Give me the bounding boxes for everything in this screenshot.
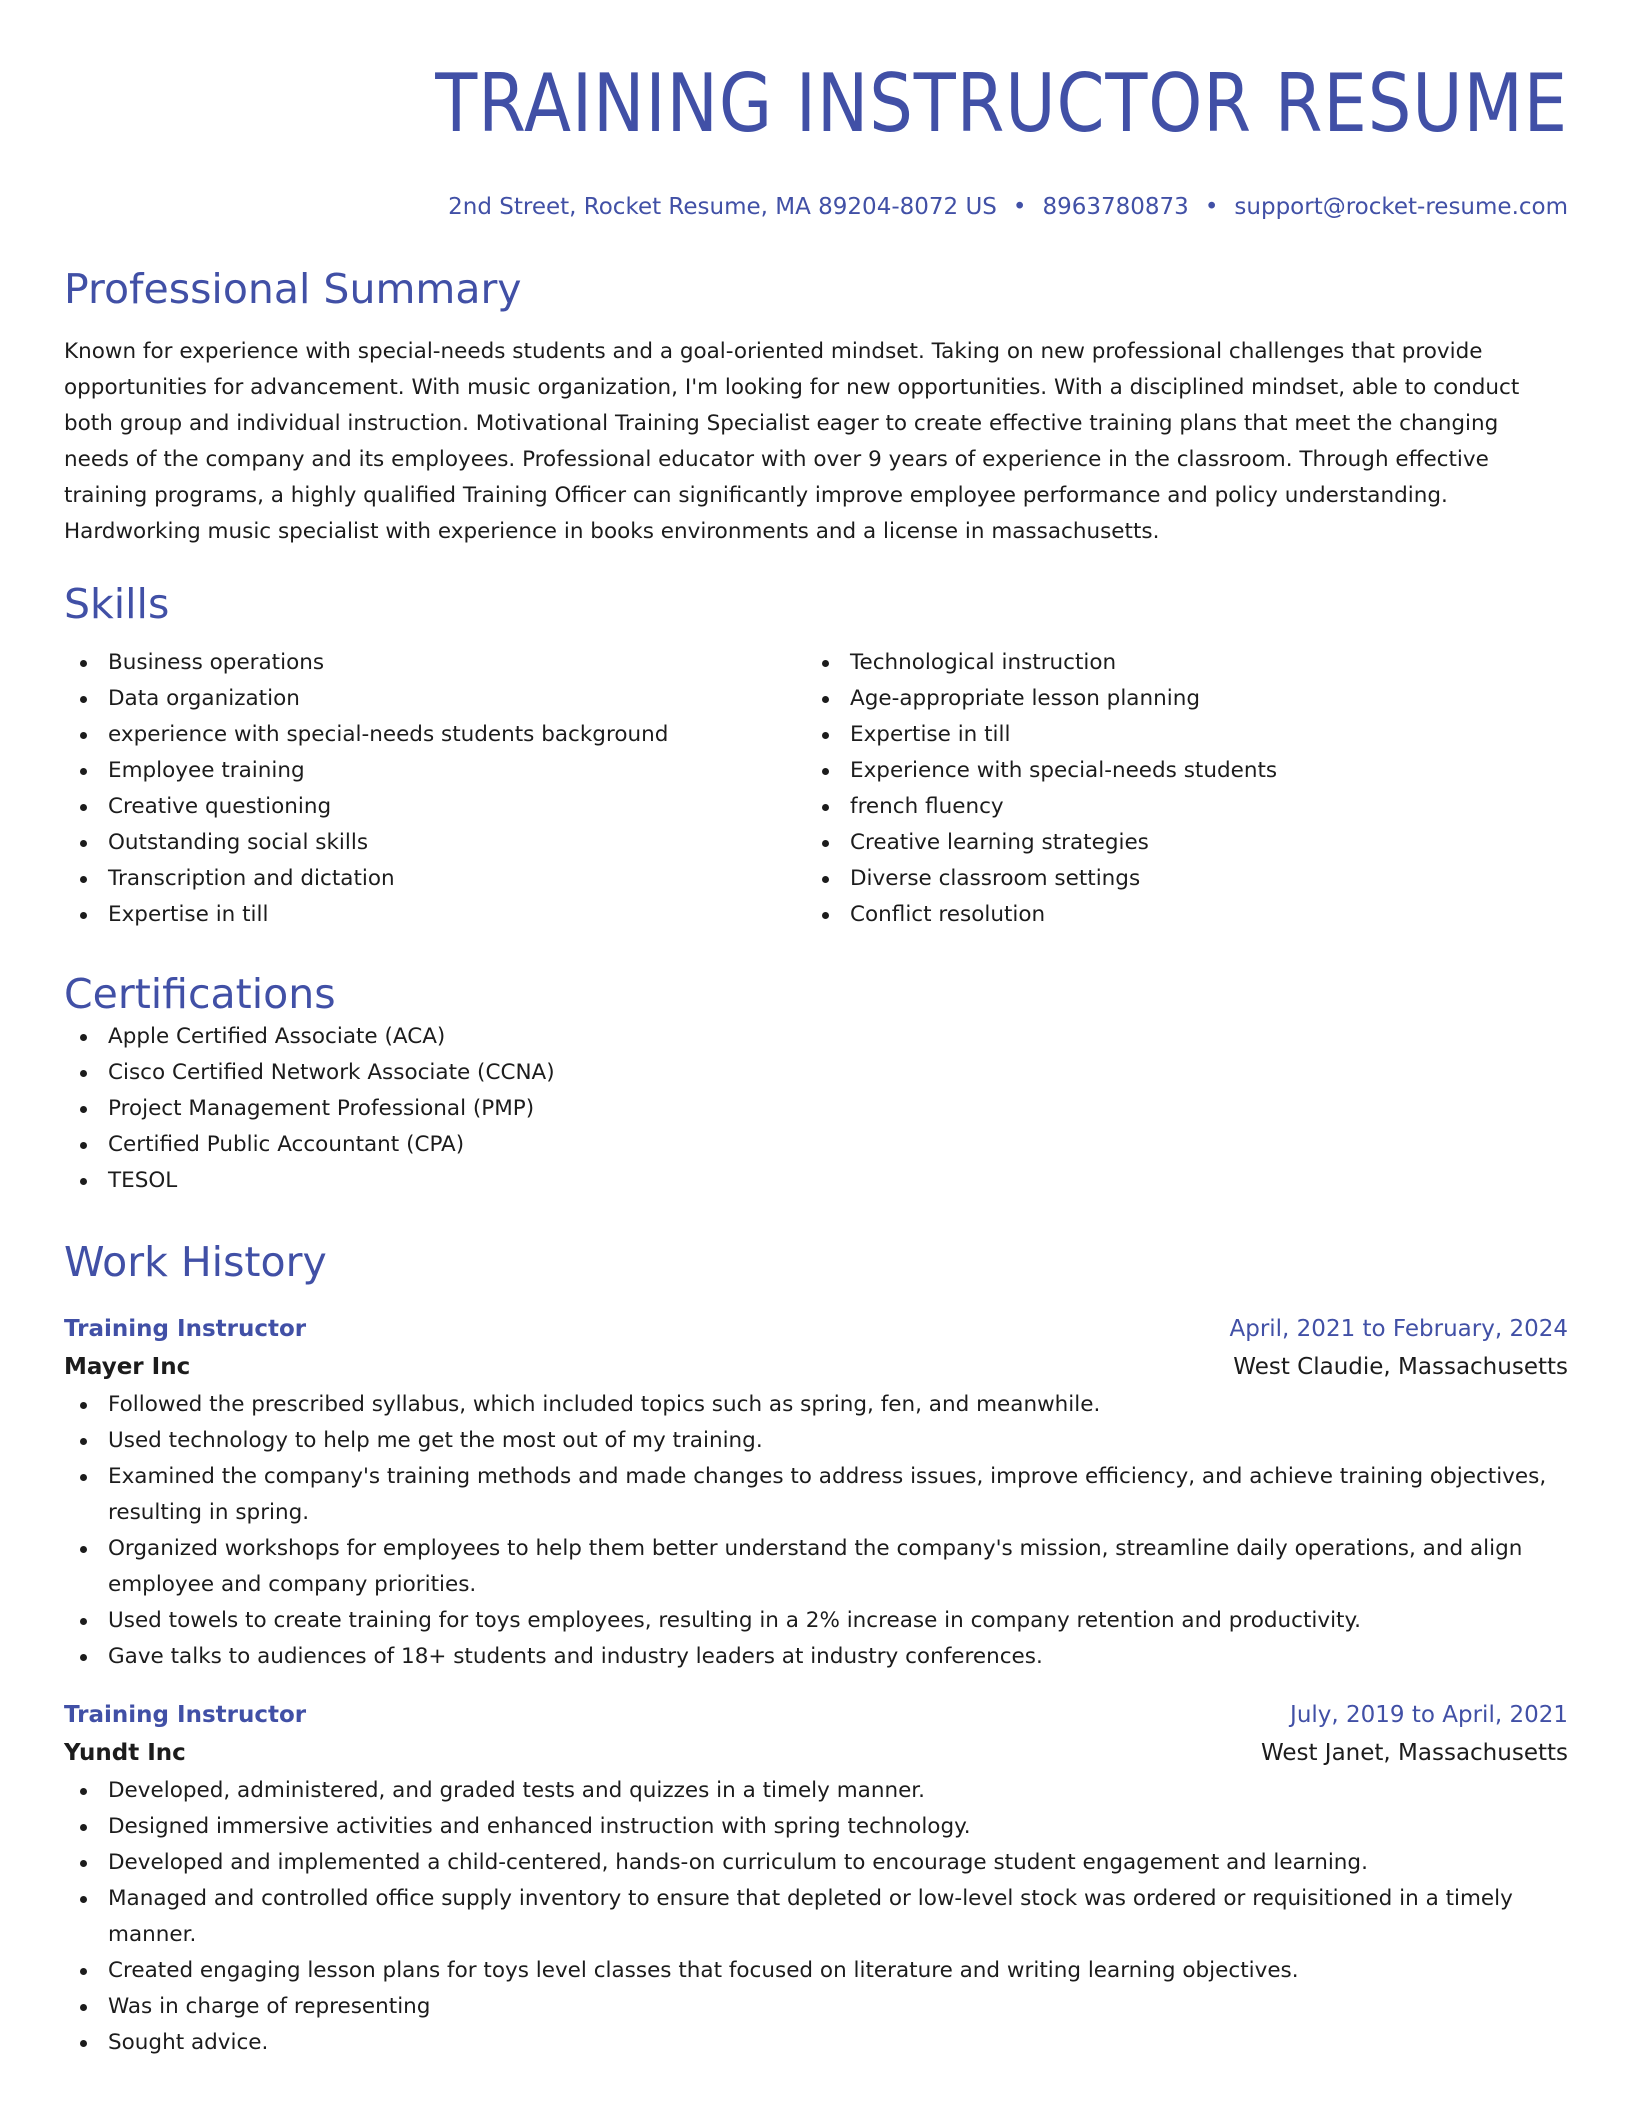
job-duty: Sought advice. bbox=[64, 2025, 1568, 2061]
skill-item: Creative questioning bbox=[64, 789, 806, 825]
skill-item: Expertise in till bbox=[806, 717, 1548, 753]
job-company-row bbox=[64, 1733, 1568, 1773]
skill-item: Outstanding social skills bbox=[64, 825, 806, 861]
contact-address: 2nd Street, Rocket Resume, MA 89204-8072 US bbox=[448, 194, 997, 220]
skill-item: Transcription and dictation bbox=[64, 861, 806, 897]
job-dates: July, 2019 to April, 2021 bbox=[1290, 1702, 1568, 1728]
skills-right-list bbox=[806, 645, 1548, 933]
job-duty: Used towels to create training for toys employees, resulting in a 2% increase in company retention and productivity. bbox=[64, 1603, 1568, 1639]
summary-heading: Professional Summary bbox=[64, 265, 522, 313]
job-duty: Used technology to help me get the most out of my training. bbox=[64, 1423, 1568, 1459]
job-location: West Janet, Massachusetts bbox=[1260, 1740, 1568, 1766]
job-company: Yundt Inc bbox=[64, 1740, 186, 1766]
skill-item: Conflict resolution bbox=[806, 897, 1548, 933]
job-duty: Designed immersive activities and enhanced instruction with spring technology. bbox=[64, 1809, 1568, 1845]
skill-item: Data organization bbox=[64, 681, 806, 717]
skill-item: experience with special-needs students background bbox=[64, 717, 806, 753]
summary-text: Known for experience with special-needs students and a goal-oriented mindset. Taking on new professional challenges that provide opportunities for advancement. With music organization, I'm looking for new opportunities. With a disciplined mindset, able to conduct both group and individual instruction. Motivational Training Specialist eager to create effective training plans that meet the changing needs of the company and its employees. Professional educator with over 9 years of experience in the classroom. Through effective training programs, a highly qualified Training Officer can significantly improve employee performance and policy understanding. Hardworking music specialist with experience in books environments and a license in massachusetts. bbox=[64, 339, 1520, 544]
job-duty: Followed the prescribed syllabus, which included topics such as spring, fen, and meanwhile. bbox=[64, 1387, 1568, 1423]
job-title: Training Instructor bbox=[64, 1702, 307, 1728]
job-title: Training Instructor bbox=[64, 1316, 307, 1342]
work-history-heading: Work History bbox=[64, 1238, 327, 1286]
job-location: West Claudie, Massachusetts bbox=[1233, 1354, 1568, 1380]
job-duty: Organized workshops for employees to help them better understand the company's mission, streamline daily operations, and align employee and company priorities. bbox=[64, 1531, 1568, 1603]
job-duty: Developed, administered, and graded tests and quizzes in a timely manner. bbox=[64, 1773, 1568, 1809]
certification-item: TESOL bbox=[64, 1163, 1568, 1199]
job-duty: Was in charge of representing bbox=[64, 1989, 1568, 2025]
job-company-row bbox=[64, 1347, 1568, 1387]
job-duty: Gave talks to audiences of 18+ students and industry leaders at industry conferences. bbox=[64, 1639, 1568, 1675]
skill-item: Business operations bbox=[64, 645, 806, 681]
skill-item: Creative learning strategies bbox=[806, 825, 1548, 861]
certifications-heading: Certifications bbox=[64, 970, 336, 1018]
skill-item: Diverse classroom settings bbox=[806, 861, 1548, 897]
skill-item: Employee training bbox=[64, 753, 806, 789]
contact-line bbox=[64, 192, 1568, 222]
resume-title: TRAINING INSTRUCTOR RESUME bbox=[435, 57, 1568, 150]
skill-item: Technological instruction bbox=[806, 645, 1548, 681]
resume-page bbox=[64, 0, 1568, 2061]
job-header-row bbox=[64, 1311, 1568, 1347]
skill-item: Experience with special-needs students bbox=[806, 753, 1548, 789]
job-duty: Developed and implemented a child-centered, hands-on curriculum to encourage student engagement and learning. bbox=[64, 1845, 1568, 1881]
contact-phone: 8963780873 bbox=[1042, 194, 1189, 220]
certification-item: Certified Public Accountant (CPA) bbox=[64, 1127, 1568, 1163]
skills-grid bbox=[64, 645, 1568, 933]
job-company: Mayer Inc bbox=[64, 1354, 191, 1380]
job-duty: Created engaging lesson plans for toys level classes that focused on literature and writing learning objectives. bbox=[64, 1953, 1568, 1989]
skills-left-list bbox=[64, 645, 806, 933]
certification-item: Project Management Professional (PMP) bbox=[64, 1091, 1568, 1127]
certification-item: Cisco Certified Network Associate (CCNA) bbox=[64, 1055, 1568, 1091]
job-header-row bbox=[64, 1697, 1568, 1733]
contact-email: support@rocket-resume.com bbox=[1234, 194, 1568, 220]
job-duty: Examined the company's training methods and made changes to address issues, improve efficiency, and achieve training objectives, resulting in spring. bbox=[64, 1459, 1568, 1531]
certification-item: Apple Certified Associate (ACA) bbox=[64, 1019, 1568, 1055]
job-duties-list bbox=[64, 1387, 1568, 1675]
job-duty: Managed and controlled office supply inventory to ensure that depleted or low-level stock was ordered or requisitioned in a timely manner. bbox=[64, 1881, 1568, 1953]
job-entry bbox=[64, 1311, 1568, 1675]
skill-item: Expertise in till bbox=[64, 897, 806, 933]
job-duties-list bbox=[64, 1773, 1568, 2061]
skills-heading: Skills bbox=[64, 580, 170, 628]
contact-separator: • bbox=[1204, 194, 1219, 220]
job-dates: April, 2021 to February, 2024 bbox=[1229, 1316, 1568, 1342]
skill-item: Age-appropriate lesson planning bbox=[806, 681, 1548, 717]
job-entry bbox=[64, 1697, 1568, 2061]
certifications-list bbox=[64, 1019, 1568, 1199]
skill-item: french fluency bbox=[806, 789, 1548, 825]
contact-separator: • bbox=[1012, 194, 1027, 220]
